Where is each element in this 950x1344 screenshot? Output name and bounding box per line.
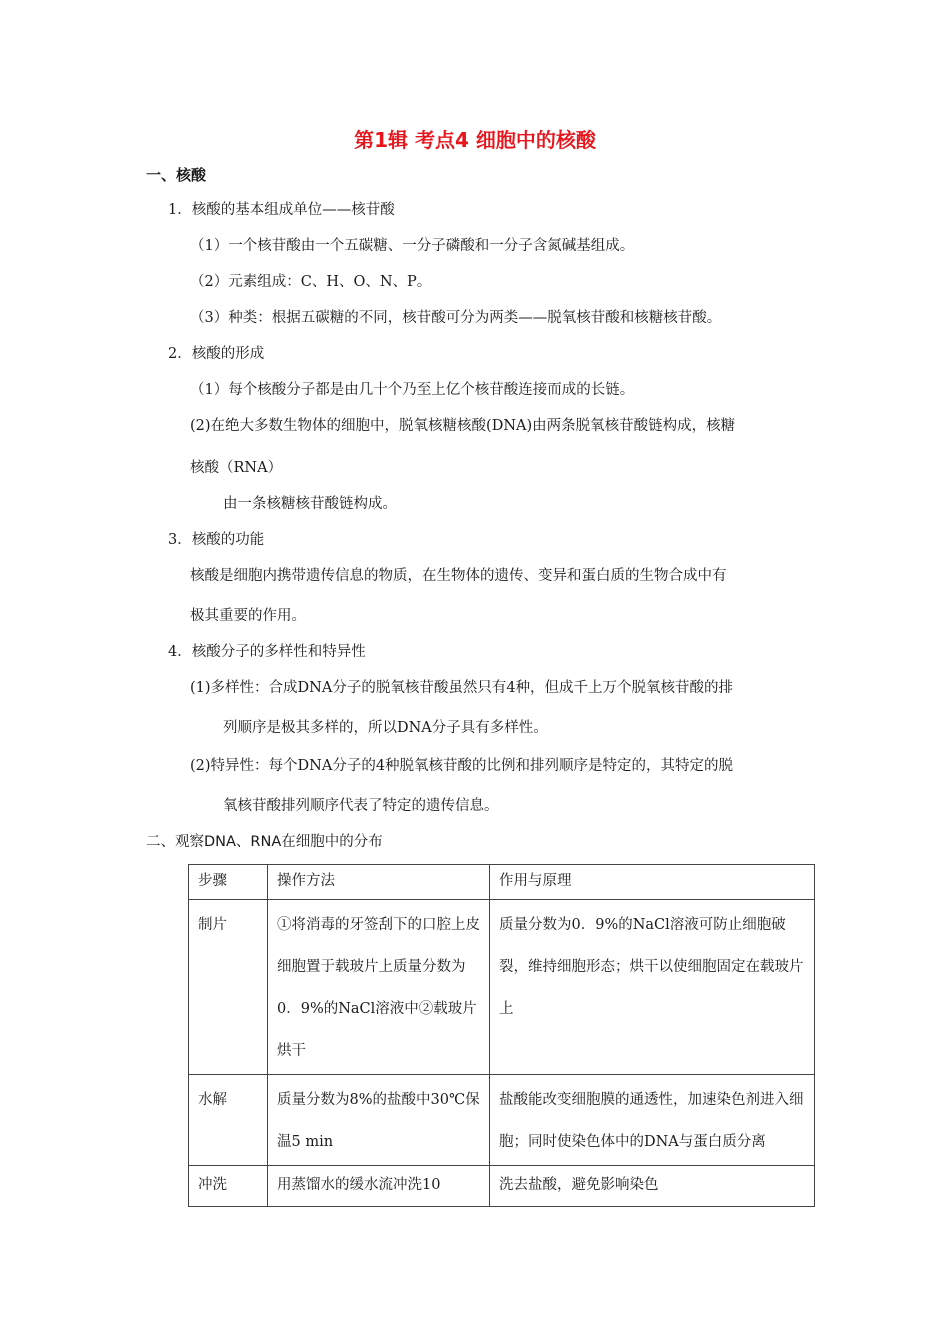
item-3-text-line-2: 极其重要的作用。	[190, 608, 306, 624]
table-row	[189, 1166, 815, 1207]
item-2-heading: 2．核酸的形成	[168, 346, 265, 362]
item-2-sub-2-line-3: 由一条核糖核苷酸链构成。	[223, 496, 397, 512]
item-4-sub-1-line-2: 列顺序是极其多样的，所以DNA分子具有多样性。	[223, 720, 548, 736]
table-cell-principle: 盐酸能改变细胞膜的通透性，加速染色剂进入细胞；同时使染色体中的DNA与蛋白质分离	[490, 1075, 815, 1166]
table-cell-method: 质量分数为8%的盐酸中30℃保温5 min	[268, 1075, 490, 1166]
table-row	[189, 1075, 815, 1166]
item-3-text-line-1: 核酸是细胞内携带遗传信息的物质，在生物体的遗传、变异和蛋白质的生物合成中有	[190, 568, 727, 584]
table-cell-step: 制片	[189, 900, 268, 1075]
item-1-heading: 1．核酸的基本组成单位——核苷酸	[168, 202, 395, 218]
header-cell-principle: 作用与原理	[490, 865, 815, 900]
table-header-row	[189, 865, 815, 900]
item-4-sub-2-line-1: (2)特异性：每个DNA分子的4种脱氧核苷酸的比例和排列顺序是特定的，其特定的脱	[190, 758, 734, 774]
table-cell-principle: 洗去盐酸，避免影响染色	[490, 1166, 815, 1207]
item-3-heading: 3．核酸的功能	[168, 532, 265, 548]
item-2-sub-1: （1）每个核酸分子都是由几十个乃至上亿个核苷酸连接而成的长链。	[190, 382, 635, 398]
item-1-sub-3: （3）种类：根据五碳糖的不同，核苷酸可分为两类——脱氧核苷酸和核糖核苷酸。	[190, 310, 722, 326]
table-cell-method: ①将消毒的牙签刮下的口腔上皮细胞置于载玻片上质量分数为0．9%的NaCl溶液中②载玻片烘干	[268, 900, 490, 1075]
item-2-sub-2-line-1: (2)在绝大多数生物体的细胞中，脱氧核糖核酸(DNA)由两条脱氧核苷酸链构成，核糖	[190, 418, 736, 434]
table-cell-step: 水解	[189, 1075, 268, 1166]
item-2-sub-2-line-2: 核酸（RNA）	[190, 460, 283, 476]
item-1-sub-1: （1）一个核苷酸由一个五碳糖、一分子磷酸和一分子含氮碱基组成。	[190, 238, 635, 254]
page-title: 第1辑 考点4 细胞中的核酸	[354, 128, 596, 152]
section-1-heading: 一、核酸	[146, 166, 207, 184]
section-2-heading: 二、观察DNA、RNA在细胞中的分布	[146, 834, 383, 850]
table-cell-principle: 质量分数为0．9%的NaCl溶液可防止细胞破裂，维持细胞形态；烘干以使细胞固定在载玻片上	[490, 900, 815, 1075]
item-4-sub-1-line-1: (1)多样性：合成DNA分子的脱氧核苷酸虽然只有4种，但成千上万个脱氧核苷酸的排	[190, 680, 734, 696]
procedure-table	[188, 864, 815, 1207]
header-cell-step: 步骤	[189, 865, 268, 900]
header-cell-method: 操作方法	[268, 865, 490, 900]
table-row	[189, 900, 815, 1075]
item-4-sub-2-line-2: 氧核苷酸排列顺序代表了特定的遗传信息。	[223, 798, 499, 814]
table-cell-step: 冲洗	[189, 1166, 268, 1207]
table-cell-method: 用蒸馏水的缓水流冲洗10	[268, 1166, 490, 1207]
item-4-heading: 4．核酸分子的多样性和特异性	[168, 644, 366, 660]
item-1-sub-2: （2）元素组成：C、H、O、N、P。	[190, 274, 432, 290]
